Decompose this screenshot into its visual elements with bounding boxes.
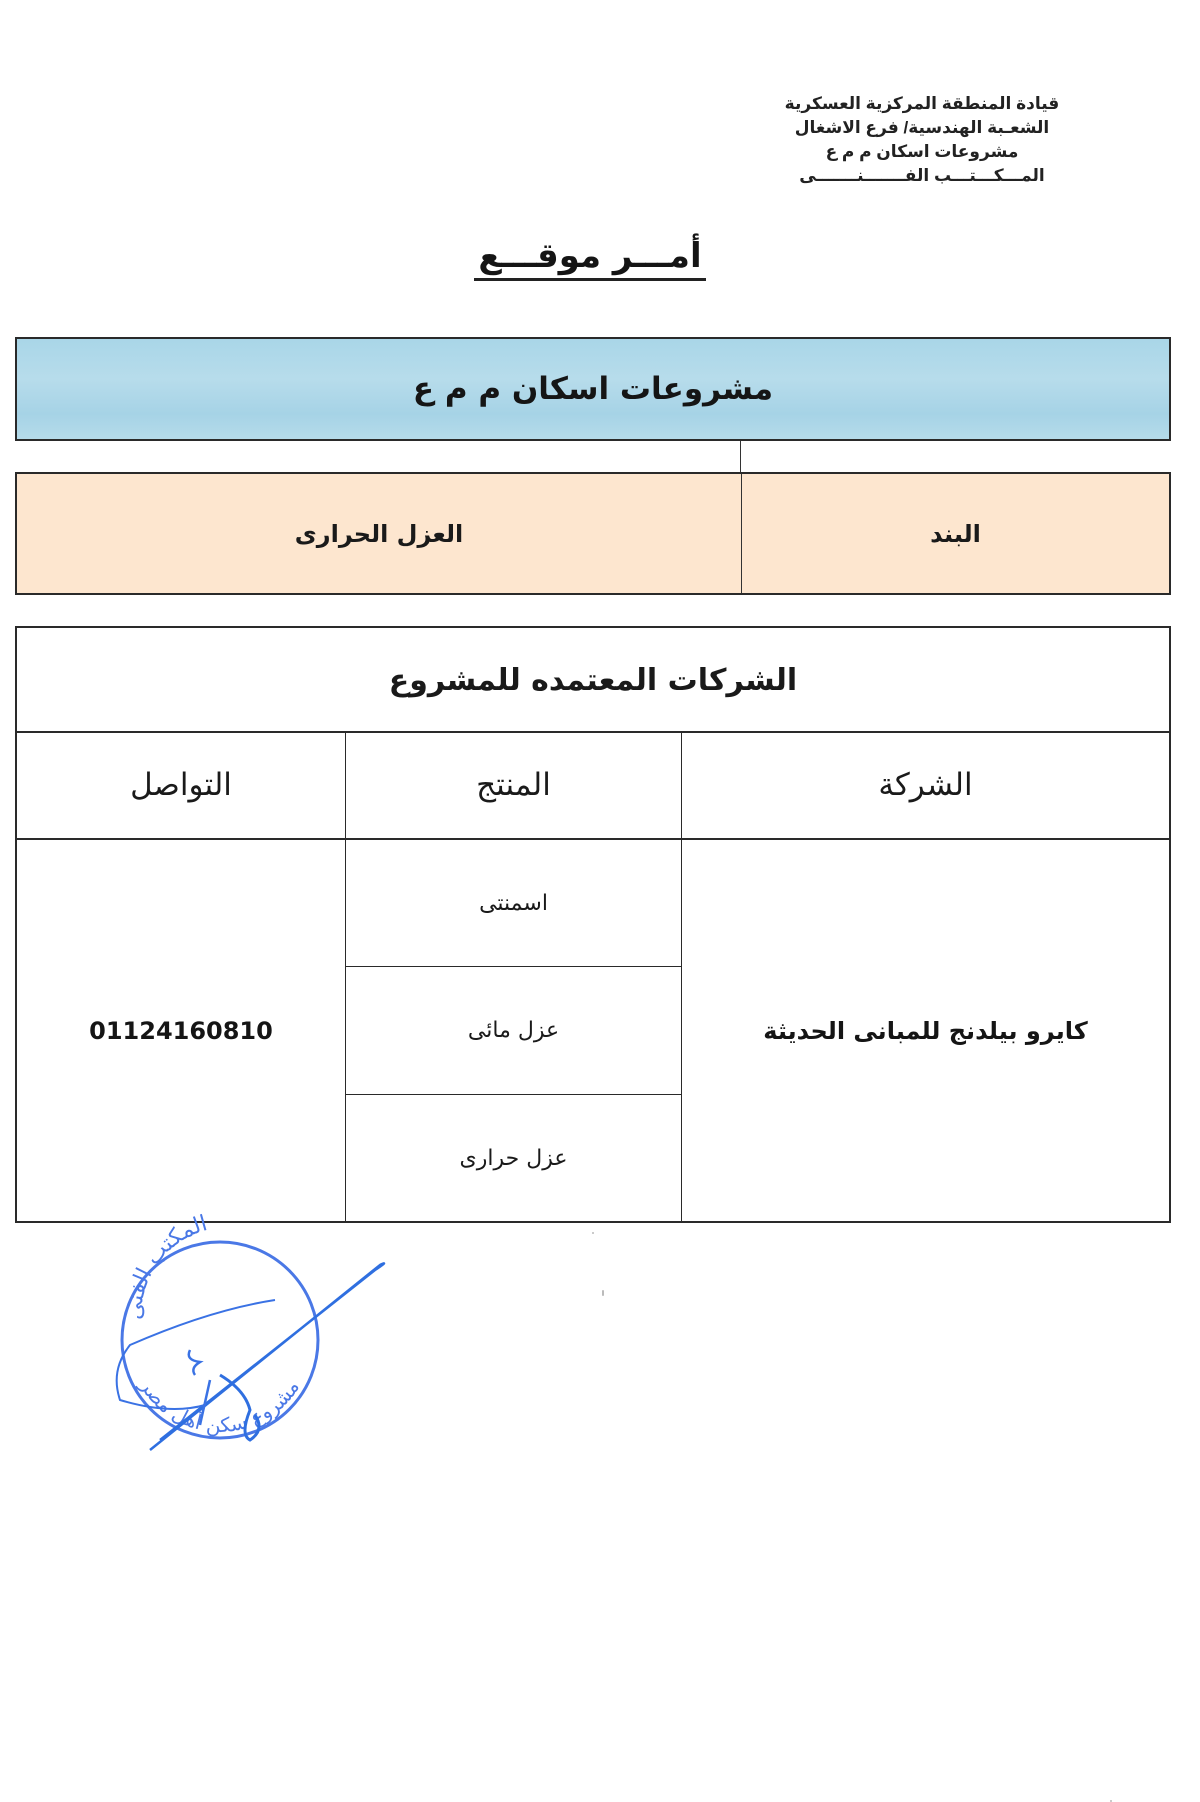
column-header-contact-text: التواصل: [130, 767, 232, 803]
header-line-division: الشعـبة الهندسية/ فرع الاشغال: [794, 118, 1050, 137]
stamp-top-text: المكتب الفنى: [122, 1211, 210, 1321]
stamp-bottom-text: مشروع سكن أهل مصر: [135, 1374, 305, 1438]
contact-phone: 01124160810: [89, 1016, 273, 1045]
connector-line: [740, 441, 741, 473]
approved-companies-table: [15, 626, 1171, 1223]
column-header-company: [682, 732, 1169, 838]
project-banner-text: مشروعات اسكان م م ع: [412, 371, 774, 407]
column-header-contact: [17, 732, 345, 838]
table-title-cell: [17, 628, 1169, 732]
item-row: [15, 472, 1171, 595]
product-name: عزل مائى: [467, 1018, 560, 1043]
table-title: الشركات المعتمده للمشروع: [388, 662, 798, 698]
header-line-projects: مشروعات اسكان م م ع: [825, 142, 1019, 161]
header-line-office: المـــكـــتـــب الفـــــــنـــــــى: [799, 166, 1045, 185]
scan-speck: [602, 1290, 604, 1296]
product-name: اسمنتى: [479, 890, 548, 916]
signature-stroke: [189, 1350, 200, 1375]
item-value: العزل الحرارى: [294, 519, 464, 548]
scan-speck: [592, 1232, 594, 1234]
header-line-command: قيادة المنطقة المركزية العسكرية: [784, 94, 1060, 113]
item-label: البند: [930, 519, 981, 548]
company-cell: [682, 840, 1169, 1221]
product-name: عزل حرارى: [459, 1145, 568, 1171]
stamp-seal-icon: [90, 1200, 450, 1480]
column-header-product-text: المنتج: [476, 767, 551, 803]
product-cell: [346, 967, 681, 1094]
item-label-cell: [742, 474, 1169, 593]
product-cell: [346, 840, 681, 966]
contact-cell: [17, 840, 345, 1221]
project-banner: [15, 337, 1171, 441]
issuer-header: [772, 92, 1072, 188]
office-stamp: [90, 1200, 450, 1480]
document-title: [440, 236, 740, 276]
column-header-product: [346, 732, 681, 838]
column-header-company-text: الشركة: [878, 767, 973, 803]
item-value-cell: [17, 474, 741, 593]
company-name: كايرو بيلدنج للمبانى الحديثة: [763, 1016, 1088, 1045]
document-title-text: أمـــر موقـــع: [474, 236, 705, 281]
